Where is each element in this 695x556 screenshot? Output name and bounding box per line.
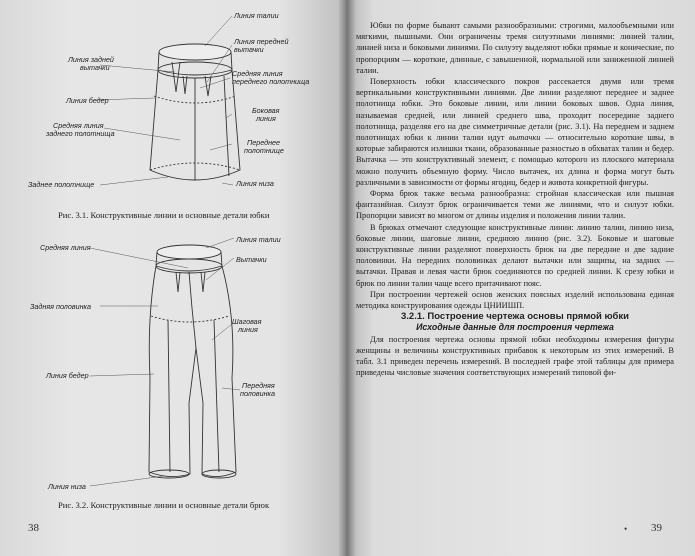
label-back-dart-1: Линия задней bbox=[68, 55, 114, 64]
trousers-diagram bbox=[0, 228, 348, 508]
label-trousers-middle: Средняя линия bbox=[40, 243, 91, 252]
star-mark: • bbox=[624, 524, 628, 534]
label-back-dart-2: вытачки bbox=[80, 63, 110, 72]
sub-title: Исходные данные для построения чертежа bbox=[416, 322, 614, 333]
label-trousers-back-half: Задняя половинка bbox=[30, 302, 91, 311]
figure-caption-3-1: Рис. 3.1. Конструктивные линии и основные детали юбки bbox=[58, 210, 270, 220]
label-trousers-bottom: Линия низа bbox=[48, 482, 86, 491]
label-trousers-front-half-1: Передняя bbox=[242, 381, 275, 390]
label-waist: Линия талии bbox=[234, 11, 279, 20]
label-trousers-step-2: линия bbox=[238, 325, 258, 334]
label-middle-back-2: заднего полотнища bbox=[46, 129, 115, 138]
label-front-panel-1: Переднее bbox=[247, 138, 281, 147]
paragraph-4: В брюках отмечают следующие конструктивные линии: линию талии, линию низа, боковые линии, шаговые линии, среднюю линию (рис. 3.2). Боковые и шаговые конструктивные линии разделяют поверхность брюк на две передние и две задние половинки. На передних половинках делают вытачки или защипы, на задних — вытачки. Правая и левая части брюк соединяются по средней линии. К срезу юбки и брюк по линии талии чаще всего притачивают пояс. bbox=[356, 222, 674, 288]
label-front-dart-2: вытачки bbox=[234, 45, 264, 54]
label-trousers-hip: Линия бедер bbox=[46, 371, 89, 380]
section-title: 3.2.1. Построение чертежа основы прямой юбки bbox=[401, 311, 629, 323]
label-front-dart-1: Линия передней bbox=[234, 37, 289, 46]
term-vytachki: вытачки bbox=[508, 133, 541, 143]
paragraph-5: При построении чертежей основ женских поясных изделий использована единая методика конструирования одежды ЦНИИШП. bbox=[356, 289, 674, 311]
label-trousers-waist: Линия талии bbox=[236, 235, 281, 244]
label-trousers-front-half-2: половинка bbox=[240, 389, 275, 398]
label-middle-front-1: Средняя линия bbox=[232, 69, 283, 78]
label-back-panel: Заднее полотнище bbox=[28, 180, 95, 189]
label-trousers-darts: Вытачки bbox=[236, 255, 267, 264]
page-number-right: 39 bbox=[651, 522, 662, 534]
paragraph-1: Юбки по форме бывают самыми разнообразными: строгими, малообъемными или мягкими, пышными. Они ограничены тремя силуэтными линиями: линией талии, линией низа и боковыми линиями. По силуэту выделяют юбки прямые и конические, по пропорциям — короткие, длинные, с завышенной, нормальной или заниженной линией талии. bbox=[356, 21, 674, 75]
label-trousers-step-1: Шаговая bbox=[232, 317, 262, 326]
skirt-diagram bbox=[0, 0, 348, 210]
right-page-text bbox=[356, 20, 674, 379]
paragraph-3: Форма брюк также весьма разнообразна: стройная классическая или пышная фантазийная. Силуэт брюк ограничивается теми же линиями, что и силуэт юбки. Пропорции зависят во многом от длины изделия и положения линии талии. bbox=[356, 189, 674, 221]
paragraph-2: Поверхность юбки классического покроя рассекается двумя или тремя вертикальными конструктивными линиями. Две линии разделяют переднее и заднее полотнища юбки. Это боковые линии, или линии боковых швов. Одна линия, называемая средней, или линией среднего шва, проходит посередине заднего полотнища, разделяя его на две симметричные детали (рис. 3.1). На переднем и заднем полотнищах юбки к линии талии идут вытачки — относительно короткие швы, в которые забираются излишки ткани, образованные разностью в обхватах талии и бедер. Вытачка — это конструктивный элемент, с помощью которого из плоского материала можно получить объемную форму. Число вытачек, их длина и форма могут быть различными в зависимости от формы ягодиц, бедер и живота конкретной фигуры. bbox=[356, 77, 674, 187]
page-number-left: 38 bbox=[28, 522, 39, 534]
label-front-panel-2: полотнище bbox=[244, 146, 284, 155]
paragraph-6: Для построения чертежа основы прямой юбки необходимы измерения фигуры женщины и величины конструктивных прибавок к некоторым из этих измерений. В табл. 3.1 приведен перечень измерений. В последней графе этой таблицы для примера приведены числовые значения соответствующих измерений типовой фи- bbox=[356, 334, 674, 378]
label-hip: Линия бедер bbox=[66, 96, 109, 105]
label-side-1: Боковая bbox=[252, 106, 280, 115]
figure-caption-3-2: Рис. 3.2. Конструктивные линии и основные детали брюк bbox=[58, 500, 270, 510]
label-middle-front-2: переднего полотнища bbox=[232, 77, 310, 86]
label-side-2: линия bbox=[256, 114, 276, 123]
label-middle-back-1: Средняя линия bbox=[53, 121, 104, 130]
label-bottom: Линия низа bbox=[236, 179, 274, 188]
